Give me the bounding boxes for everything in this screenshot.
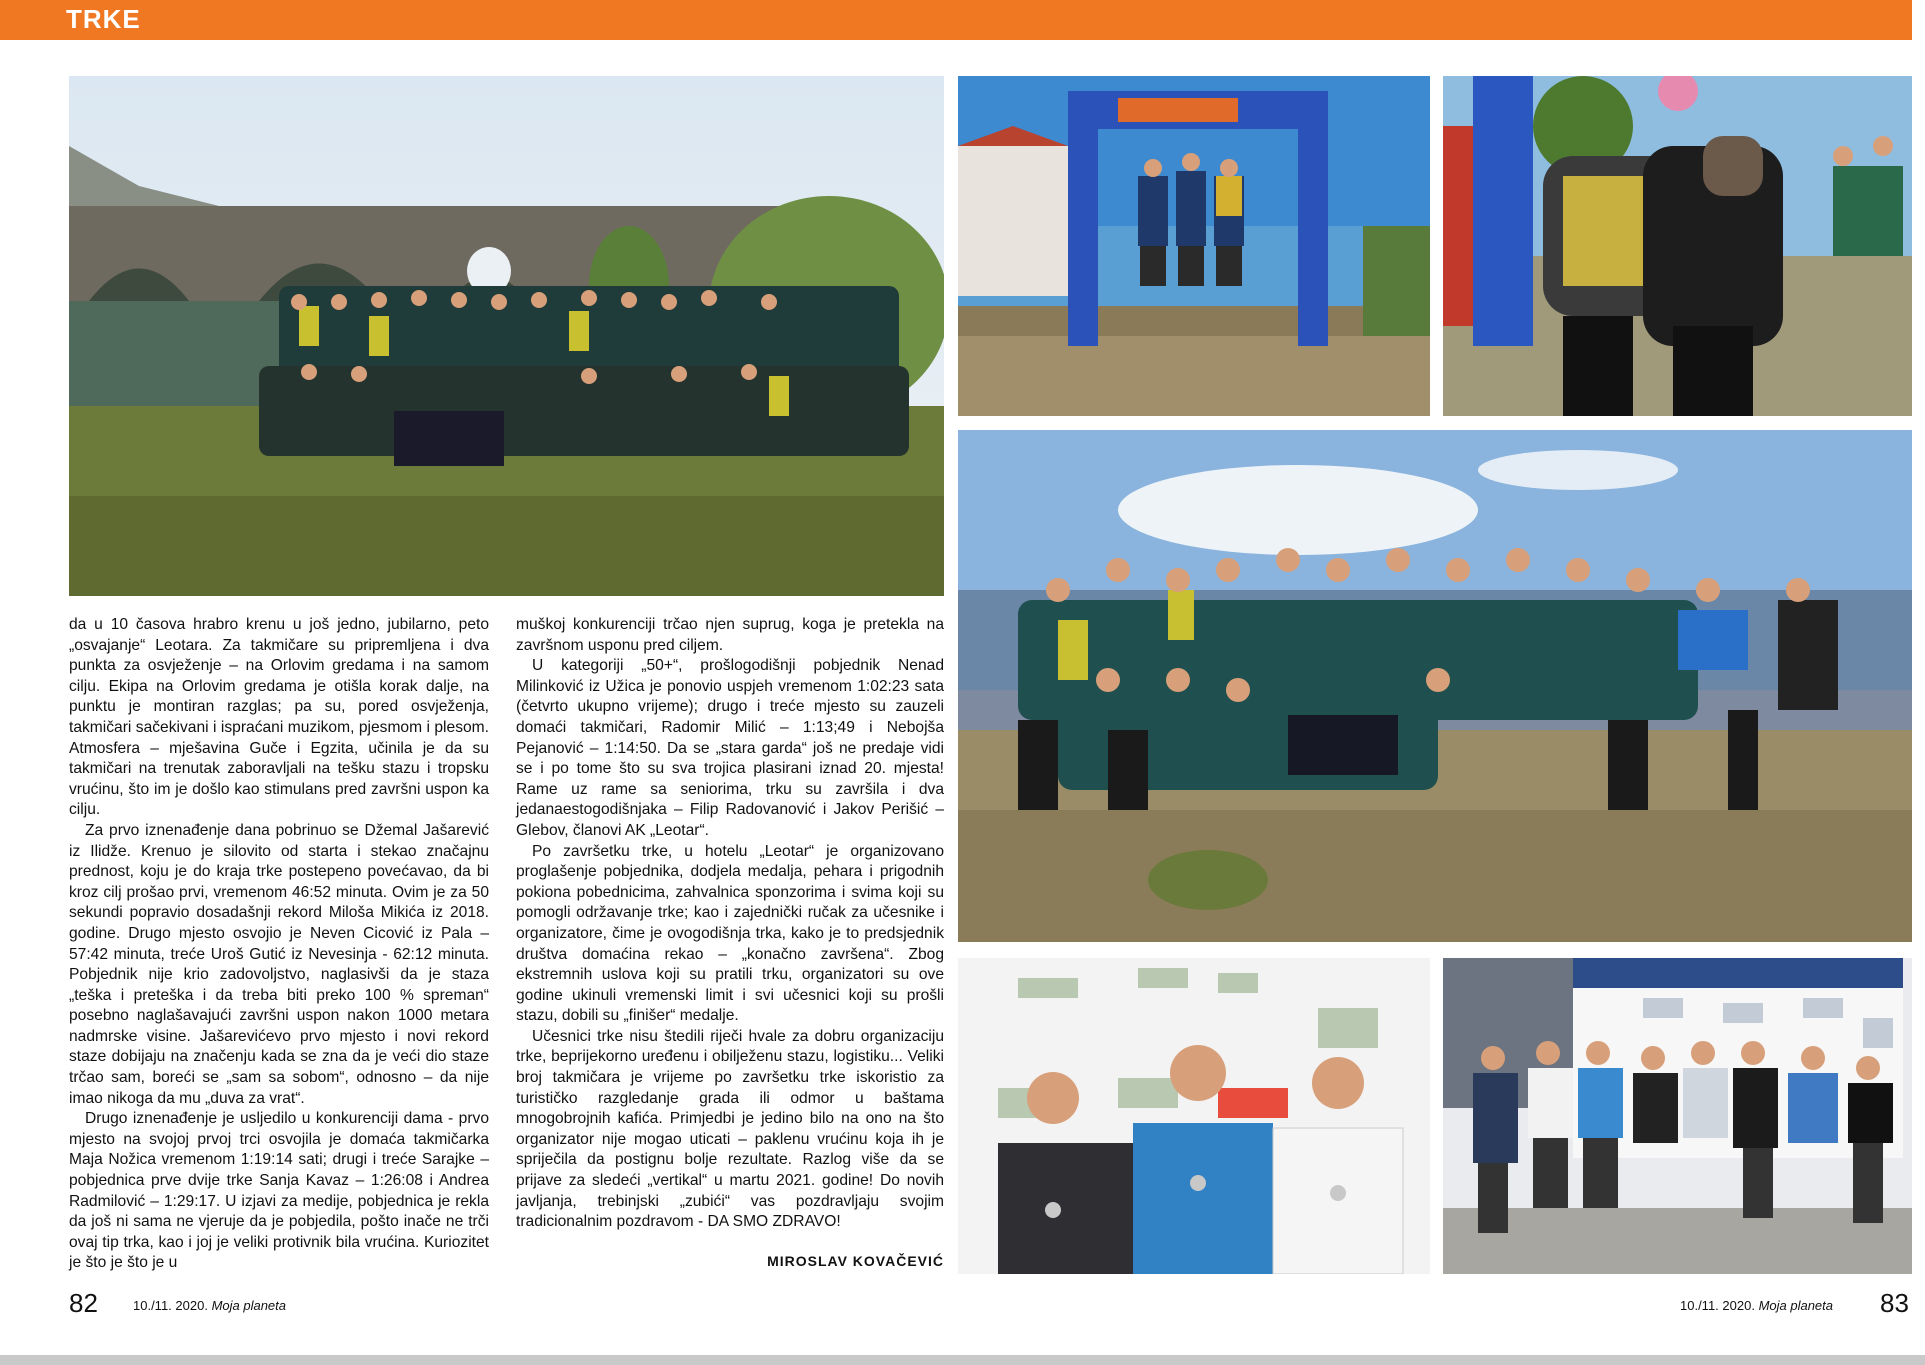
footer-info-left <box>133 1298 286 1313</box>
magazine-name: Moja planeta <box>211 1298 287 1313</box>
article-column-1 <box>69 615 489 1274</box>
runners-hug-photo <box>1443 76 1912 416</box>
award-ceremony-photo <box>1443 958 1912 1274</box>
paragraph: Po završetku trke, u hotelu „Leotar“ je organizovano proglašenje pobjednika, dodjela medalja, pehara i prigodnih pokiona pobednicima, zahvalnica sponzorima i svima koji su pomogli održavanje trke; kao i zajednički ručak za učesnike i organizatore, čime je ovogodišnja trka, kako je to predsjednik društva domaćina rekao – „konačno završena“. Zbog ekstremnih uslova koji su pratili trku, organizatori su ove godine ukinuli vremenski limit i svi učesnici koji su prošli stazu, dobili su „finišer“ medalje. <box>516 842 944 1025</box>
article-byline: MIROSLAV KOVAČEVIĆ <box>767 1253 944 1269</box>
paragraph: muškoj konkurenciji trčao njen suprug, koga je pretekla na završnom usponu pred ciljem. <box>516 616 944 654</box>
bridge-group-photo <box>69 76 944 596</box>
page-number-right: 83 <box>1880 1288 1909 1318</box>
bottom-divider <box>0 1355 1925 1365</box>
summit-group-photo <box>958 430 1912 942</box>
magazine-name: Moja planeta <box>1758 1298 1834 1313</box>
footer-info-right <box>1680 1298 1833 1313</box>
paragraph: Drugo iznenađenje je usljedilo u konkurenciji dama - prvo mjesto na svojoj prvoj trci osvojila je domaća takmičarka Maja Nožica vremenom 1:19:14 sati; drugi i treće Sarajke – pobjednica prve dvije trke Sanja Kavaz – 1:26:08 i Andrea Radmilović – 1:29:17. U izjavi za medije, pobjednica je rekla da još ni sama ne vjeruje da je pobjedila, pošto inače ne trči ovaj tip trka, kao i joj je veliki protivnik bila vrućina. Kuriozitet je što je što je u <box>69 1110 489 1272</box>
finish-arch-photo <box>958 76 1430 416</box>
issue-date: 10./11. 2020. <box>1680 1298 1755 1313</box>
medal-winners-men-photo <box>958 958 1430 1274</box>
issue-date: 10./11. 2020. <box>133 1298 208 1313</box>
paragraph: Učesnici trke nisu štedili riječi hvale za dobru organizaciju trke, beprijekorno uređenu i obilježenu stazu, logistiku... Veliki broj takmičara je vrijeme po završetku trke iskoristio za turističko razgledanje grada ili odmor u baštama mnogobrojnih kafića. Primjedbi je jedino bilo na ono na što organizator nije mogao uticati – paklenu vrućinu koja ih je spriječila da postignu bolje rezultate. Razlog više da se prijave za sledeći „vertikal“ u martu 2021. godine! Do novih javljanja, trebinjski „zubići“ vas pozdravljaju svojim tradicionalnim pozdravom - DA SMO ZDRAVO! <box>516 1027 944 1231</box>
paragraph: da u 10 časova hrabro krenu u još jedno, jubilarno, peto „osvajanje“ Leotara. Za takmičare su pripremljena i dva punkta za osvježenje – na Orlovim gredama i na samom cilju. Ekipa na Orlovim gredama je otišla korak dalje, na punktu je montiran razglas; pa su, pored osvježenja, takmičari sačekivani i ispraćani muzikom, pjesmom i plesom. Atmosfera – mješavina Guče i Egzita, učinila je da su takmičari na trenutak zaboravljali na tešku stazu i tropsku vrućinu, što im je došlo kao stimulans pred završni uspon ka cilju. <box>69 616 489 819</box>
paragraph: U kategoriji „50+“, prošlogodišnji pobjednik Nenad Milinković iz Užica je ponovio uspjeh vremenom 1:02:23 sata (četvrto ukupno vrijeme); drugo i treće mjesto su zauzeli domaći takmičari, Radomir Milić – 1:13;49 i Nebojša Pejanović – 1:14:50. Da se „stara garda“ još ne predaje vidi se i po tome što su sva trojica plasirani iznad 20. mjesta! Rame uz rame sa seniorima, trku su završila i dva jedanaestogodišnjaka – Filip Radovanović i Jakov Perišić – Glebov, članovi AK „Leotar“. <box>516 657 944 839</box>
article-column-2 <box>516 615 944 1233</box>
section-title: TRKE <box>66 4 141 34</box>
paragraph: Za prvo iznenađenje dana pobrinuo se Džemal Jašarević iz Ilidže. Krenuo je silovito od starta i stekao značajnu prednost, koju je do kraja trke postepeno povećavao, da bi kroz cilj prošao prvi, vremenom 46:52 minuta. Ovim je za 50 sekundi popravio dosadašnji rekord Miloša Mikića iz 2018. godine. Drugo mjesto osvojio je Neven Cicović iz Pala – 57:42 minuta, treće Uroš Gutić iz Nevesinja - 62:12 minuta. Pobjednik nije krio zadovoljstvo, naglasivši da je staza „teška i preteška i da treba biti preko 100 % spreman“ posebno naglašavajući završni uspon nakon 1000 metara nadmrske visine. Jašarevićevo prvo mjesto i novi rekord staze dobijaju na značenju kada se zna da je veći dio staze trčao sam, boreći se „sam sa sobom“, odnosno – da nije imao nikoga da mu „duva za vrat“. <box>69 821 489 1107</box>
section-header-bar <box>0 0 1912 40</box>
page-number-left: 82 <box>69 1288 98 1318</box>
